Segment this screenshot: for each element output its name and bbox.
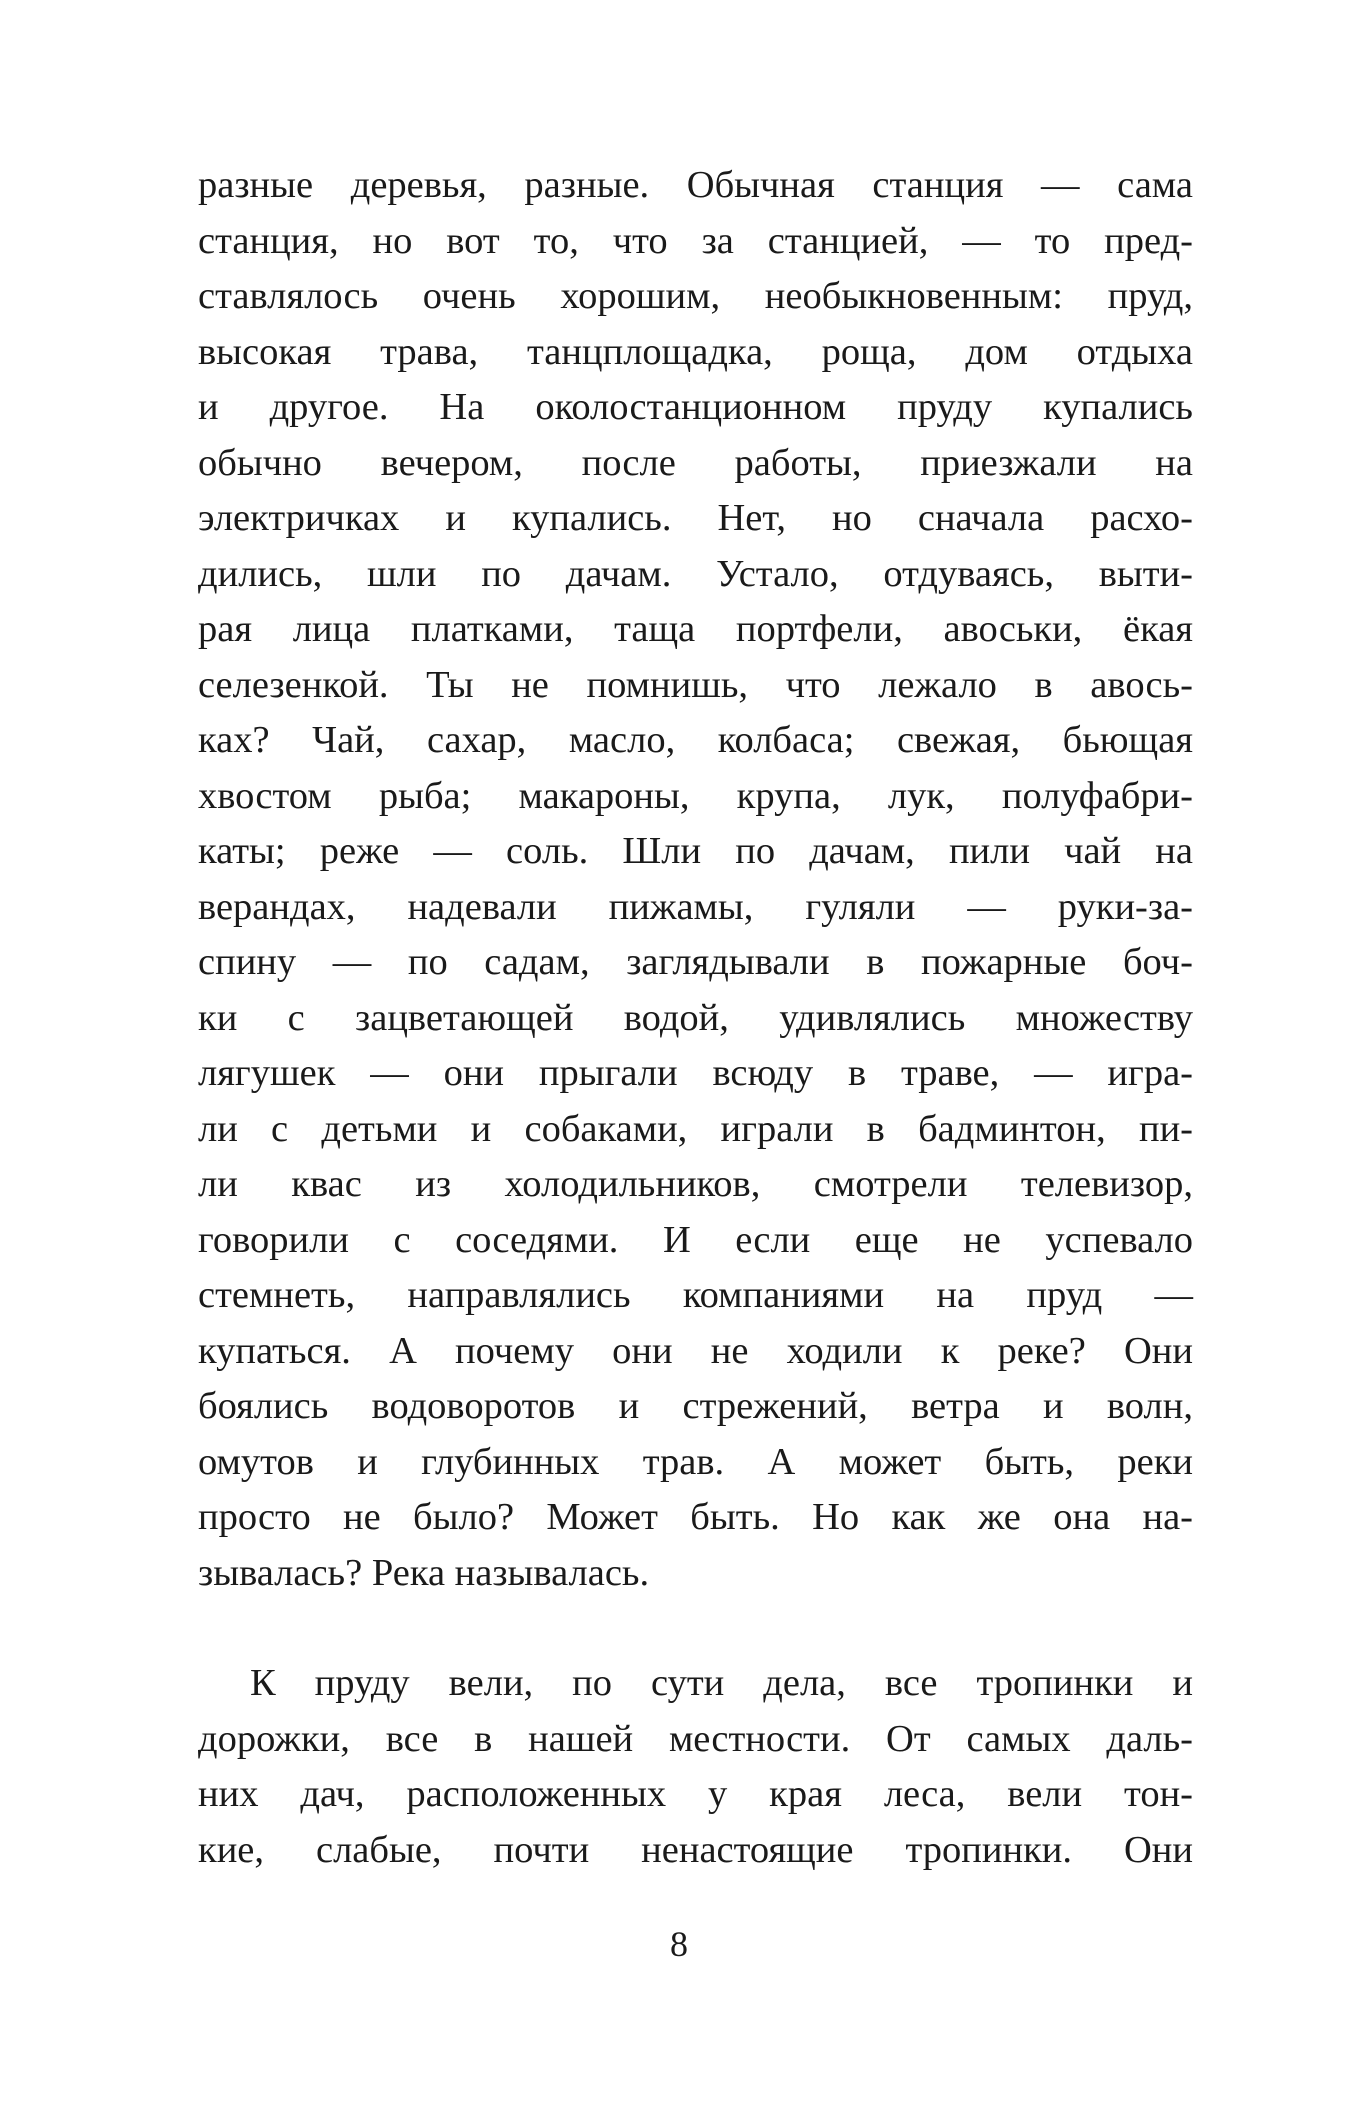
text-line: рая лица платками, таща портфели, авоськи, ёкая — [198, 608, 1193, 650]
page-number: 8 — [670, 1924, 688, 1964]
text-line: каты; реже — соль. Шли по дачам, пили чай на — [198, 830, 1193, 872]
text-line: зывалась? Река называлась. — [198, 1551, 650, 1594]
text-line: К пруду вели, по сути дела, все тропинки и — [250, 1662, 1193, 1704]
text-line: дорожки, все в нашей местности. От самых даль- — [198, 1717, 1193, 1760]
text-line: разные деревья, разные. Обычная станция — сама — [198, 164, 1193, 206]
text-line: ках? Чай, сахар, масло, колбаса; свежая, бьющая — [198, 719, 1193, 761]
text-line: купаться. А почему они не ходили к реке? Они — [198, 1329, 1193, 1372]
text-line: обычно вечером, после работы, приезжали на — [198, 441, 1193, 484]
text-line: стемнеть, направлялись компаниями на пруд — — [198, 1274, 1193, 1316]
text-line: дились, шли по дачам. Устало, отдуваясь, выти- — [198, 552, 1193, 595]
text-line: кие, слабые, почти ненастоящие тропинки. Они — [198, 1828, 1193, 1871]
text-line: ставлялось очень хорошим, необыкновенным: пруд, — [198, 275, 1193, 317]
text-line: просто не было? Может быть. Но как же она на- — [198, 1496, 1193, 1538]
text-line: ки с зацветающей водой, удивлялись множеству — [198, 996, 1193, 1039]
text-line: них дач, расположенных у края леса, вели тон- — [198, 1773, 1193, 1815]
text-line: и другое. На околостанционном пруду купались — [198, 386, 1193, 428]
text-line: лягушек — они прыгали всюду в траве, — игра- — [198, 1052, 1193, 1094]
text-line: омутов и глубинных трав. А может быть, реки — [198, 1440, 1193, 1483]
text-line: боялись водоворотов и стрежений, ветра и волн, — [198, 1385, 1193, 1427]
text-line: ли с детьми и собаками, играли в бадминтон, пи- — [198, 1107, 1193, 1150]
text-line: верандах, надевали пижамы, гуляли — руки-за- — [198, 885, 1193, 928]
text-line: говорили с соседями. И если еще не успевало — [198, 1218, 1193, 1261]
text-line: станция, но вот то, что за станцией, — то пред- — [198, 219, 1193, 262]
text-line: спину — по садам, заглядывали в пожарные боч- — [198, 941, 1193, 983]
text-line: ли квас из холодильников, смотрели телевизор, — [198, 1163, 1193, 1205]
text-line: высокая трава, танцплощадка, роща, дом отдыха — [198, 330, 1193, 373]
text-line: электричках и купались. Нет, но сначала расхо- — [198, 497, 1193, 539]
paragraph-1 — [198, 158, 1193, 1601]
text-line: селезенкой. Ты не помнишь, что лежало в авось- — [198, 663, 1193, 706]
text-line: хвостом рыба; макароны, крупа, лук, полуфабри- — [198, 774, 1193, 817]
paragraph-2 — [198, 1656, 1193, 1878]
